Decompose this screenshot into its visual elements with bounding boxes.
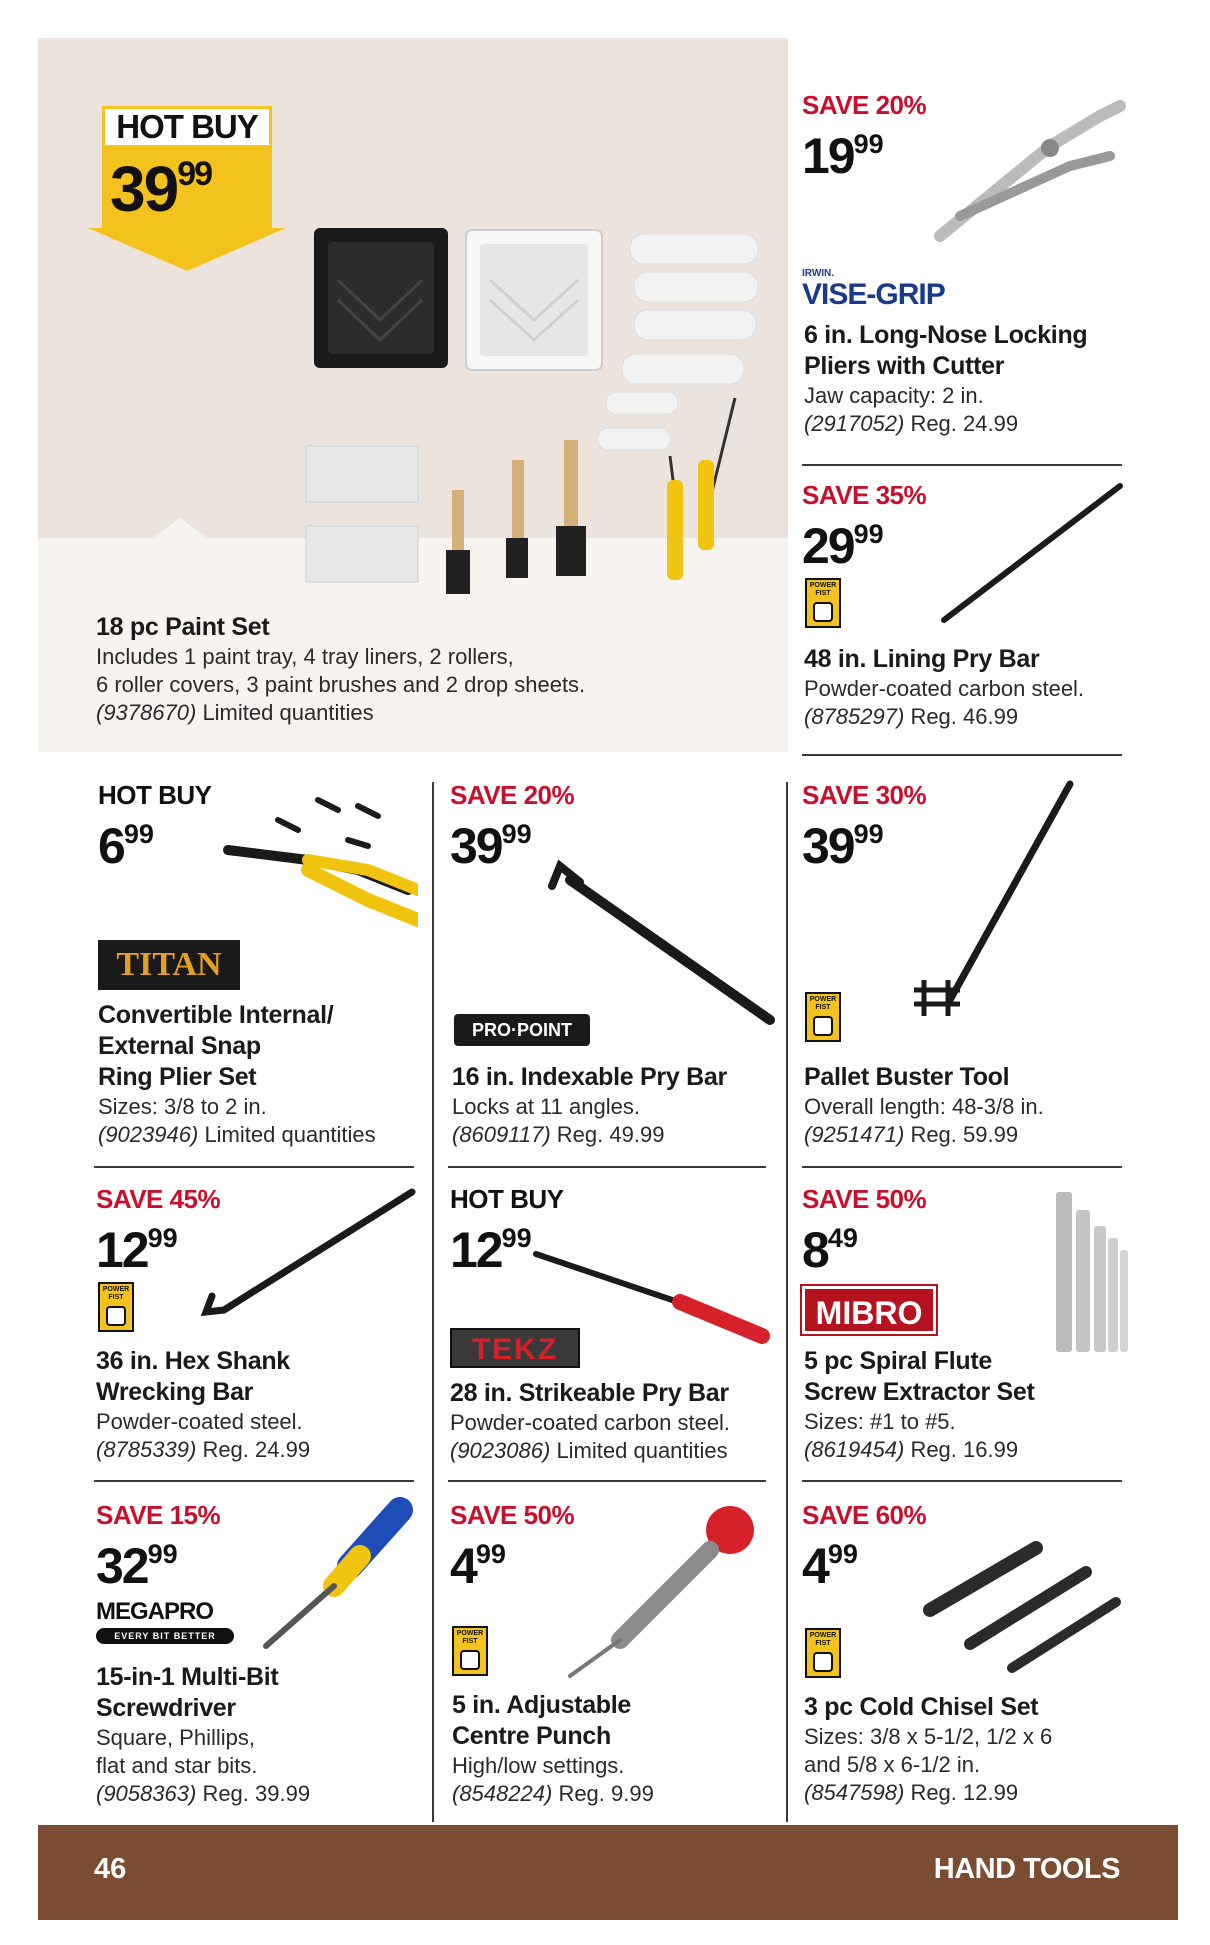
divider	[448, 1166, 766, 1168]
price: $4^{99}$	[802, 1538, 858, 1594]
price: $12^{99}$	[96, 1222, 178, 1278]
product-desc: Powder-coated carbon steel.	[804, 676, 1085, 701]
save-badge: SAVE 20%	[802, 90, 927, 120]
page-number: 46	[94, 1853, 127, 1885]
product-desc: Square, Phillips,	[96, 1725, 255, 1750]
product-title: Screwdriver	[96, 1694, 236, 1722]
save-badge: SAVE 35%	[802, 480, 927, 510]
price: $12^{99}$	[450, 1222, 532, 1278]
screwdriver-info	[96, 1662, 426, 1808]
product-desc: Jaw capacity: 2 in.	[804, 383, 984, 408]
product-sku-line: (9058363) Reg. 39.99	[96, 1781, 311, 1806]
price: $39^{99}$	[450, 818, 532, 874]
product-title: Ring Plier Set	[98, 1063, 257, 1091]
page-footer	[38, 1825, 1178, 1920]
product-desc: flat and star bits.	[96, 1753, 258, 1778]
hero-notch	[150, 518, 210, 540]
product-desc: Powder-coated steel.	[96, 1409, 303, 1434]
pro-point-logo: PRO·POINT	[454, 1014, 590, 1046]
product-title: 5 pc Spiral Flute	[804, 1347, 993, 1375]
divider	[802, 1480, 1122, 1482]
hero-price: $39^{99}$	[110, 153, 212, 225]
hot-buy-badge: HOT BUY	[98, 780, 212, 810]
powerfist-logo: POWER FIST	[452, 1626, 488, 1676]
column-divider	[786, 782, 788, 1822]
product-sku-line: (9251471) Reg. 59.99	[804, 1122, 1019, 1147]
indexable-info	[452, 1062, 782, 1149]
pallet-info	[804, 1062, 1144, 1149]
product-title: 36 in. Hex Shank	[96, 1347, 290, 1375]
product-sku-line: (8609117) Reg. 49.99	[452, 1122, 665, 1147]
hot-buy-badge: HOT BUY	[450, 1184, 564, 1214]
product-sku-line: (8548224) Reg. 9.99	[452, 1781, 654, 1806]
product-sku-line: (9378670) Limited quantities	[96, 700, 374, 725]
price: $29^{99}$	[802, 518, 884, 574]
product-desc: 6 roller covers, 3 paint brushes and 2 drop sheets.	[96, 672, 586, 697]
wrecking-info	[96, 1346, 426, 1464]
column-divider	[432, 782, 434, 1822]
product-sku-line: (2917052) Reg. 24.99	[804, 411, 1019, 436]
product-sku-line: (8619454) Reg. 16.99	[804, 1437, 1019, 1462]
price: $8^{49}$	[802, 1222, 858, 1278]
product-sku-line: (9023086) Limited quantities	[450, 1438, 728, 1463]
paint-set-info	[96, 612, 776, 727]
product-title: 18 pc Paint Set	[96, 613, 270, 641]
save-badge: SAVE 15%	[96, 1500, 221, 1530]
pallet-buster-image	[900, 780, 1080, 1030]
product-title: Pliers with Cutter	[804, 352, 1005, 380]
product-sku-line: (8785339) Reg. 24.99	[96, 1437, 311, 1462]
product-desc: High/low settings.	[452, 1753, 625, 1778]
product-desc: Sizes: #1 to #5.	[804, 1409, 956, 1434]
divider	[802, 464, 1122, 466]
mibro-logo: MIBRO	[802, 1286, 936, 1334]
snap-ring-info	[98, 1000, 428, 1149]
indexable-pry-bar-image	[540, 860, 780, 1030]
product-title: 48 in. Lining Pry Bar	[804, 645, 1040, 673]
wrecking-bar-image	[198, 1186, 418, 1326]
price: $39^{99}$	[802, 818, 884, 874]
product-desc: Locks at 11 angles.	[452, 1094, 640, 1119]
save-badge: SAVE 60%	[802, 1500, 927, 1530]
save-badge: SAVE 50%	[802, 1184, 927, 1214]
product-sku-line: (9023946) Limited quantities	[98, 1122, 376, 1147]
product-sku-line: (8547598) Reg. 12.99	[804, 1780, 1019, 1805]
strikeable-info	[450, 1378, 780, 1465]
divider	[802, 1166, 1122, 1168]
product-title: Wrecking Bar	[96, 1378, 254, 1406]
vise-grip-logo: VISE-GRIP	[802, 278, 945, 311]
product-title: 16 in. Indexable Pry Bar	[452, 1063, 727, 1091]
product-indexable	[450, 780, 770, 874]
price: $32^{99}$	[96, 1538, 178, 1594]
product-sku-line: (8785297) Reg. 46.99	[804, 704, 1019, 729]
product-desc: and 5/8 x 6-1/2 in.	[804, 1752, 981, 1777]
hot-buy-label: HOT BUY	[102, 106, 272, 148]
divider	[448, 1480, 766, 1482]
tekz-logo: TEKZ	[450, 1328, 580, 1368]
punch-info	[452, 1690, 782, 1808]
divider	[94, 1480, 414, 1482]
section-title: HAND TOOLS	[933, 1853, 1120, 1885]
irwin-logo: IRWIN.	[802, 268, 835, 279]
product-title: Pallet Buster Tool	[804, 1063, 1010, 1091]
product-title: 6 in. Long-Nose Locking	[804, 321, 1088, 349]
titan-logo: TITAN	[98, 940, 240, 990]
save-badge: SAVE 45%	[96, 1184, 221, 1214]
product-title: 28 in. Strikeable Pry Bar	[450, 1379, 729, 1407]
paint-set-image	[290, 220, 770, 600]
pliers-info	[804, 320, 1144, 438]
divider	[802, 754, 1122, 756]
price: $19^{99}$	[802, 128, 884, 184]
cold-chisel-image	[910, 1540, 1130, 1680]
price: $4^{99}$	[450, 1538, 506, 1594]
powerfist-logo: POWER FIST	[805, 578, 841, 628]
powerfist-logo: POWER FIST	[805, 1628, 841, 1678]
lining-bar-info	[804, 644, 1144, 731]
product-title: Centre Punch	[452, 1722, 611, 1750]
product-title: External Snap	[98, 1032, 261, 1060]
centre-punch-image	[560, 1500, 760, 1680]
lining-bar-image	[930, 480, 1130, 630]
pliers-image	[930, 96, 1130, 246]
product-desc: Powder-coated carbon steel.	[450, 1410, 731, 1435]
snap-ring-plier-image	[218, 790, 418, 940]
screw-extractor-image	[1050, 1186, 1130, 1356]
product-title: 15-in-1 Multi-Bit	[96, 1663, 279, 1691]
save-badge: SAVE 20%	[450, 780, 575, 810]
chisel-info	[804, 1692, 1144, 1807]
product-title: 5 in. Adjustable	[452, 1691, 632, 1719]
powerfist-logo: POWER FIST	[98, 1282, 134, 1332]
product-desc: Includes 1 paint tray, 4 tray liners, 2 rollers,	[96, 644, 514, 669]
save-badge: SAVE 30%	[802, 780, 927, 810]
megapro-tagline: EVERY BIT BETTER	[96, 1628, 234, 1644]
price: $6^{99}$	[98, 818, 154, 874]
product-title: Convertible Internal/	[98, 1001, 334, 1029]
save-badge: SAVE 50%	[450, 1500, 575, 1530]
product-title: Screw Extractor Set	[804, 1378, 1035, 1406]
product-title: 3 pc Cold Chisel Set	[804, 1693, 1039, 1721]
product-desc: Sizes: 3/8 to 2 in.	[98, 1094, 267, 1119]
screwdriver-image	[250, 1496, 420, 1656]
powerfist-logo: POWER FIST	[805, 992, 841, 1042]
divider	[94, 1166, 414, 1168]
megapro-logo: MEGAPRO	[96, 1598, 214, 1625]
product-desc: Overall length: 48-3/8 in.	[804, 1094, 1044, 1119]
product-desc: Sizes: 3/8 x 5-1/2, 1/2 x 6	[804, 1724, 1053, 1749]
extractor-info	[804, 1346, 1144, 1464]
